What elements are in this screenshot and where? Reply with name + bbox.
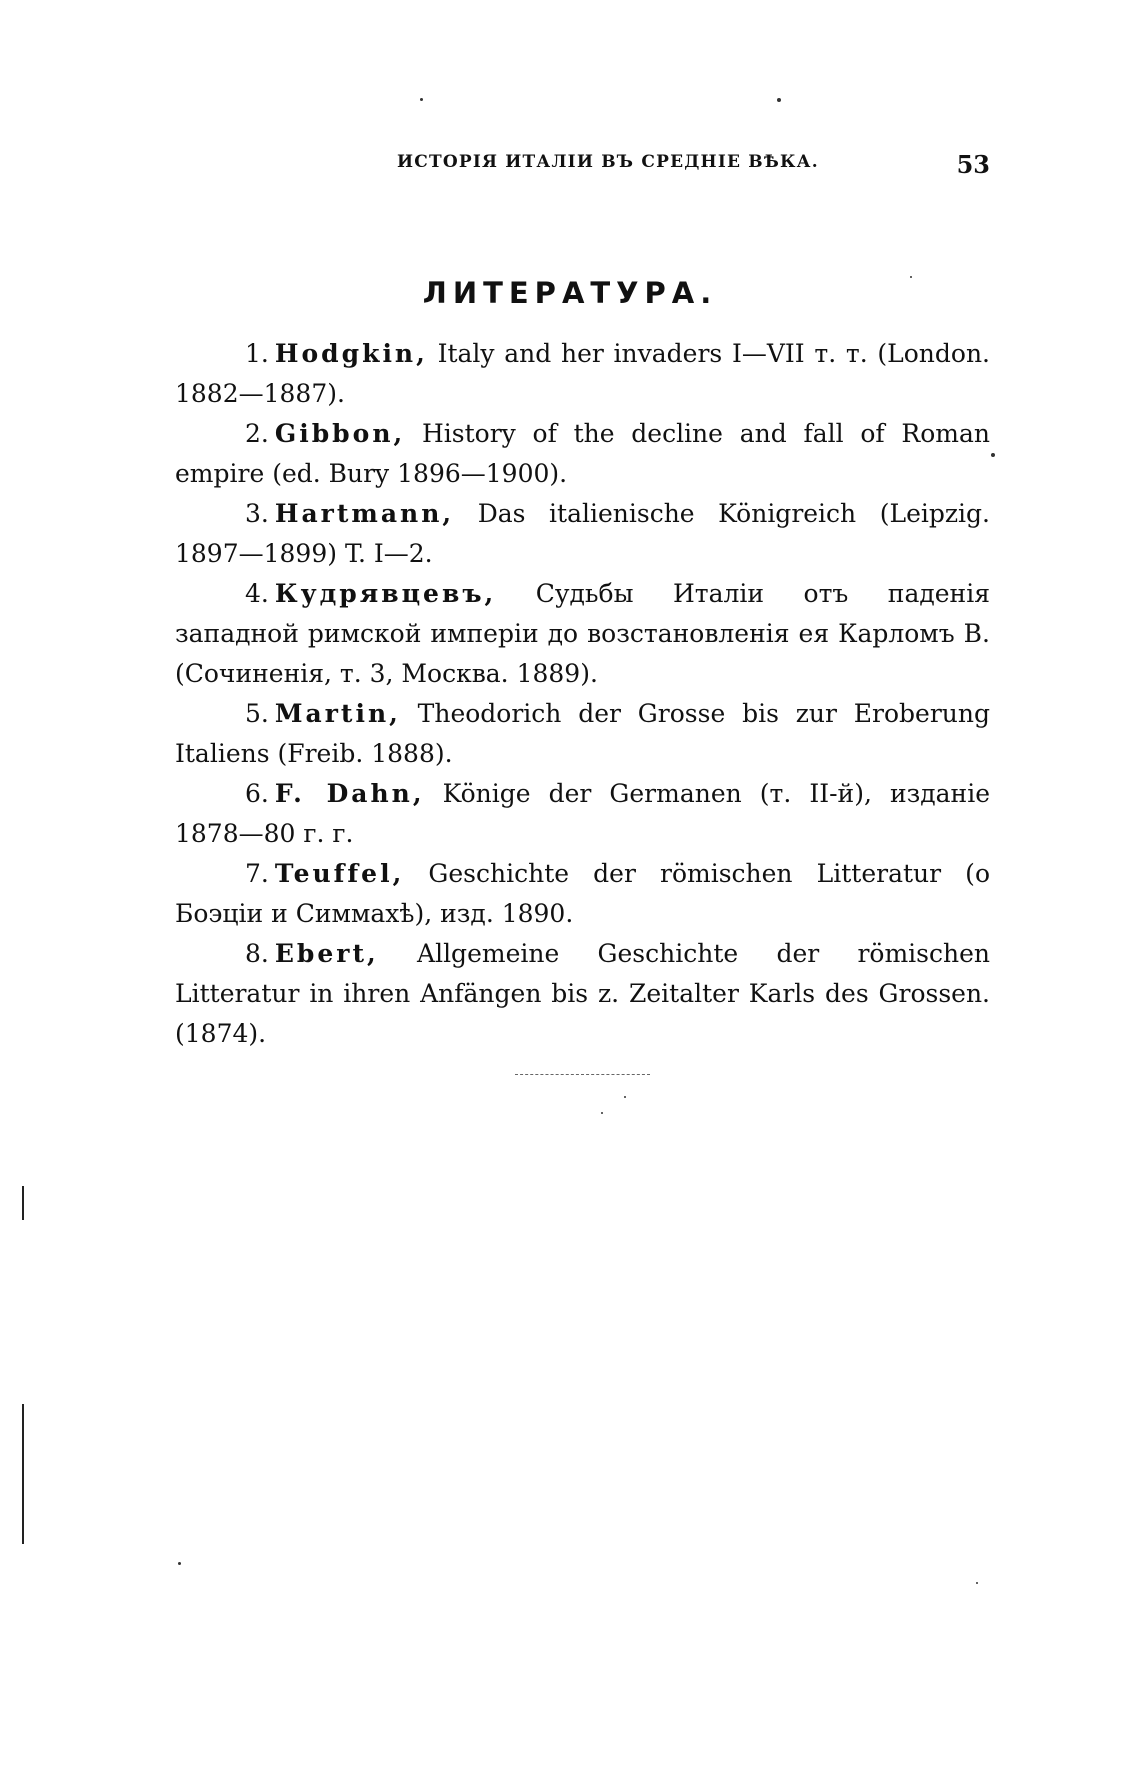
reference-text: Geschichte der römischen Litteratur (о Боэціи и Симмахѣ), изд. 1890. <box>175 859 990 928</box>
reference-item <box>175 694 990 774</box>
reference-text: Könige der Germanen (т. II-й), изданіе 1878—80 г. г. <box>175 779 991 848</box>
reference-number: 6. <box>245 779 269 808</box>
end-rule <box>515 1074 650 1075</box>
reference-text: Italy and her invaders I—VII т. т. (London. 1882—1887). <box>175 339 990 408</box>
reference-text: Allgemeine Geschichte der römischen Litteratur in ihren Anfängen bis z. Zeitalter Karls des Grossen. (1874). <box>175 939 990 1048</box>
section-title: ЛИТЕРАТУРА. <box>422 276 718 310</box>
running-head <box>175 150 990 180</box>
reference-number: 3. <box>245 499 269 528</box>
reference-item <box>175 774 990 854</box>
running-title: ИСТОРІЯ ИТАЛІИ ВЪ СРЕДНІЕ ВѢКА. <box>397 152 819 172</box>
reference-item <box>175 334 990 414</box>
scan-speck <box>601 1112 603 1114</box>
reference-number: 4. <box>245 579 269 608</box>
page-number: 53 <box>956 150 990 179</box>
reference-author: F. Dahn, <box>274 779 425 808</box>
reference-list <box>175 334 990 1054</box>
reference-number: 5. <box>245 699 269 728</box>
reference-text: Das italienische Königreich (Leipzig. 1897—1899) T. I—2. <box>175 499 990 568</box>
reference-author: Martin, <box>274 699 401 728</box>
scan-edge-mark <box>22 1404 24 1516</box>
reference-text: Судьбы Италіи отъ паденія западной римской имперіи до возстановленія ея Карломъ В. (Сочиненія, т. 3, Москва. 1889). <box>175 579 990 688</box>
reference-number: 1. <box>245 339 269 368</box>
reference-author: Ebert, <box>274 939 379 968</box>
reference-item <box>175 854 990 934</box>
reference-item <box>175 414 990 494</box>
scan-speck <box>420 98 423 101</box>
reference-author: Gibbon, <box>274 419 406 448</box>
scan-speck <box>991 453 995 457</box>
reference-author: Teuffel, <box>274 859 405 888</box>
scan-edge-mark <box>22 1514 24 1544</box>
scan-speck <box>910 276 912 278</box>
scan-speck <box>777 98 781 102</box>
reference-text: Theodorich der Grosse bis zur Eroberung Italiens (Freib. 1888). <box>175 699 990 768</box>
reference-item <box>175 934 990 1054</box>
reference-author: Кудрявцевъ, <box>274 579 497 608</box>
scan-speck <box>178 1562 181 1565</box>
reference-item <box>175 574 990 694</box>
reference-author: Hodgkin, <box>274 339 428 368</box>
scan-edge-mark <box>22 1186 24 1220</box>
reference-item <box>175 494 990 574</box>
reference-number: 8. <box>245 939 269 968</box>
scan-speck <box>624 1096 626 1098</box>
reference-number: 7. <box>245 859 269 888</box>
reference-text: History of the decline and fall of Roman empire (ed. Bury 1896—1900). <box>175 419 990 488</box>
scan-speck <box>976 1582 978 1584</box>
reference-author: Hartmann, <box>274 499 455 528</box>
reference-number: 2. <box>245 419 269 448</box>
